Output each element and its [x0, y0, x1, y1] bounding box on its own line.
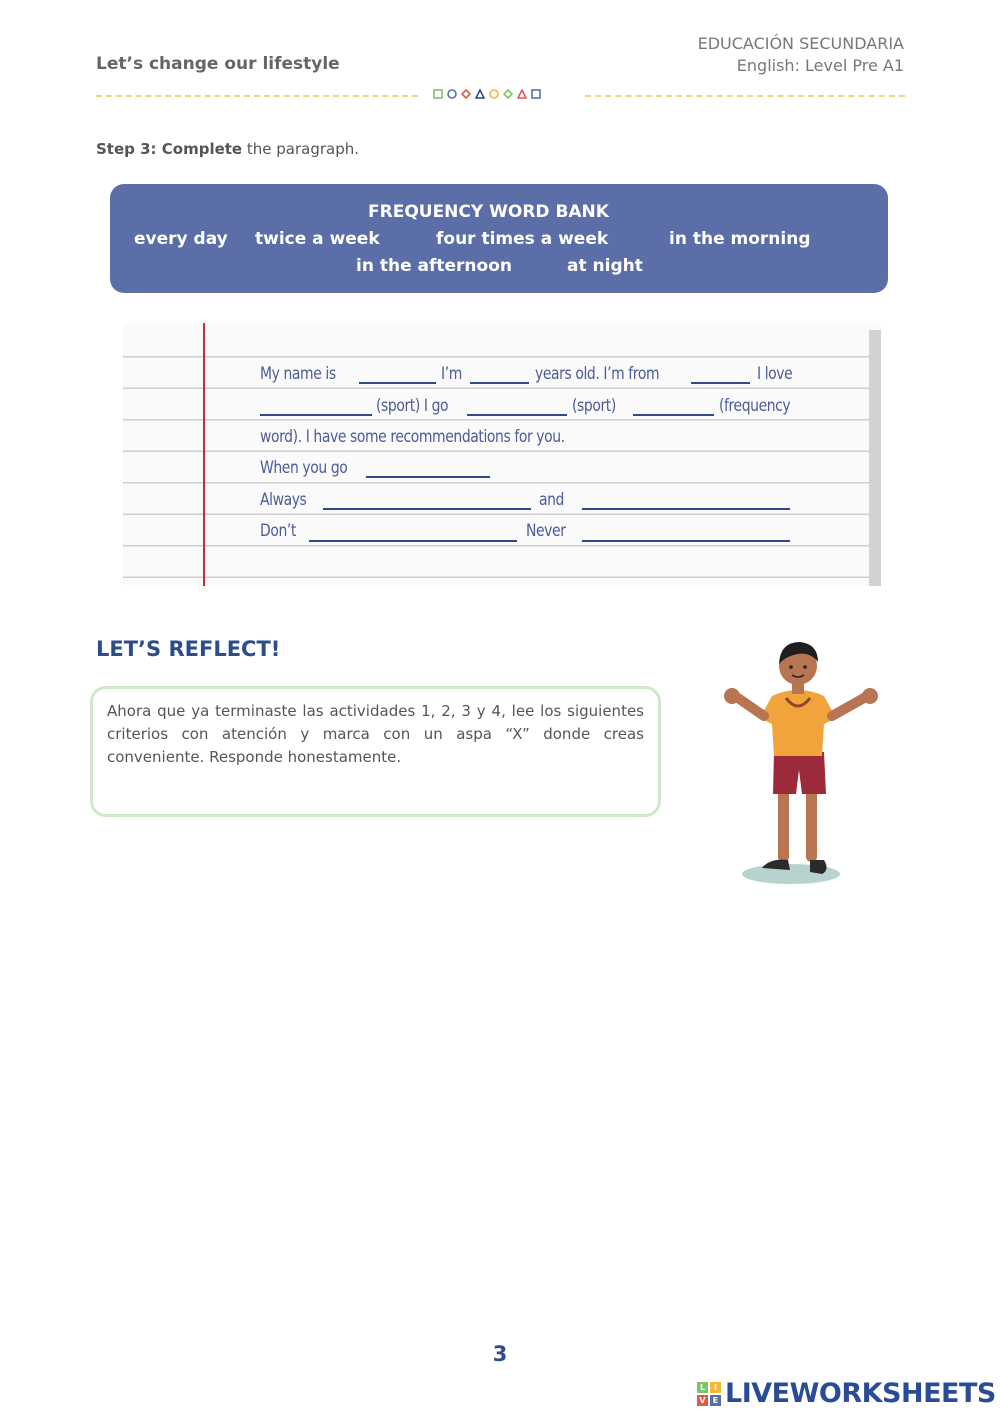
frequency-word-bank [110, 184, 888, 293]
paragraph-text: (frequency [719, 396, 791, 416]
liveworksheets-brand [697, 1378, 996, 1409]
step-instruction [96, 140, 359, 158]
paragraph-text: I’m [441, 364, 462, 384]
name-blank[interactable] [359, 382, 436, 384]
paragraph-text: When you go [260, 458, 348, 478]
word-bank-item: at night [567, 256, 643, 276]
circle-icon [447, 89, 457, 99]
header-divider-left [96, 95, 418, 97]
paragraph-text: Always [260, 490, 307, 510]
paragraph-text: years old. I’m from [535, 364, 660, 384]
word-bank-item: four times a week [436, 229, 609, 249]
triangle-icon [517, 89, 527, 99]
liveworksheets-logo-icon: L I V E [697, 1382, 721, 1406]
dont-blank[interactable] [309, 540, 517, 542]
word-bank-item: in the afternoon [356, 256, 512, 276]
paragraph-text: word). I have some recommendations for you. [260, 427, 565, 447]
paragraph-text: (sport) I go [376, 396, 449, 416]
worksheet-title: Let’s change our lifestyle [96, 54, 340, 74]
decorative-shapes [433, 89, 541, 99]
notebook-paper [123, 323, 881, 585]
level-line-1: EDUCACIÓN SECUNDARIA [697, 34, 904, 53]
and-blank[interactable] [582, 508, 790, 510]
brand-text: LIVEWORKSHEETS [725, 1378, 996, 1409]
paragraph-text: (sport) [572, 396, 616, 416]
age-blank[interactable] [470, 382, 529, 384]
paper-edge-shadow [869, 330, 881, 586]
header-divider-right [585, 95, 905, 97]
when-you-go-blank[interactable] [366, 476, 490, 478]
never-blank[interactable] [582, 540, 790, 542]
paper-margin-line [203, 323, 205, 586]
diamond-icon [503, 89, 513, 99]
reflect-instructions: Ahora que ya terminaste las actividades 1, 2, 3 y 4, lee los siguientes criterios con atención y marca con un aspa “X” donde creas conveniente. Responde honestamente. [107, 702, 644, 766]
always-blank[interactable] [323, 508, 531, 510]
circle-icon [489, 89, 499, 99]
hometown-blank[interactable] [691, 382, 750, 384]
paragraph-text: I love [757, 364, 793, 384]
diamond-icon [461, 89, 471, 99]
frequency-blank[interactable] [633, 414, 714, 416]
sport-blank-2[interactable] [467, 414, 567, 416]
reflect-heading: LET’S REFLECT! [96, 637, 281, 661]
step-label: Step 3: Complete [96, 140, 243, 158]
page-number: 3 [492, 1342, 508, 1366]
level-info [698, 33, 904, 77]
word-bank-item: every day [134, 229, 228, 249]
word-bank-title: FREQUENCY WORD BANK [368, 202, 609, 222]
sport-blank-1[interactable] [260, 414, 372, 416]
word-bank-item: twice a week [255, 229, 380, 249]
level-line-2: English: Level Pre A1 [736, 56, 904, 75]
square-icon [433, 89, 443, 99]
boy-illustration [718, 636, 884, 888]
step-text: the paragraph. [242, 140, 360, 158]
square-icon [531, 89, 541, 99]
triangle-icon [475, 89, 485, 99]
word-bank-item: in the morning [669, 229, 811, 249]
paragraph-text: Don’t [260, 521, 296, 541]
paragraph-text: and [539, 490, 564, 510]
paragraph-text: Never [526, 521, 566, 541]
paragraph-text: My name is [260, 364, 336, 384]
